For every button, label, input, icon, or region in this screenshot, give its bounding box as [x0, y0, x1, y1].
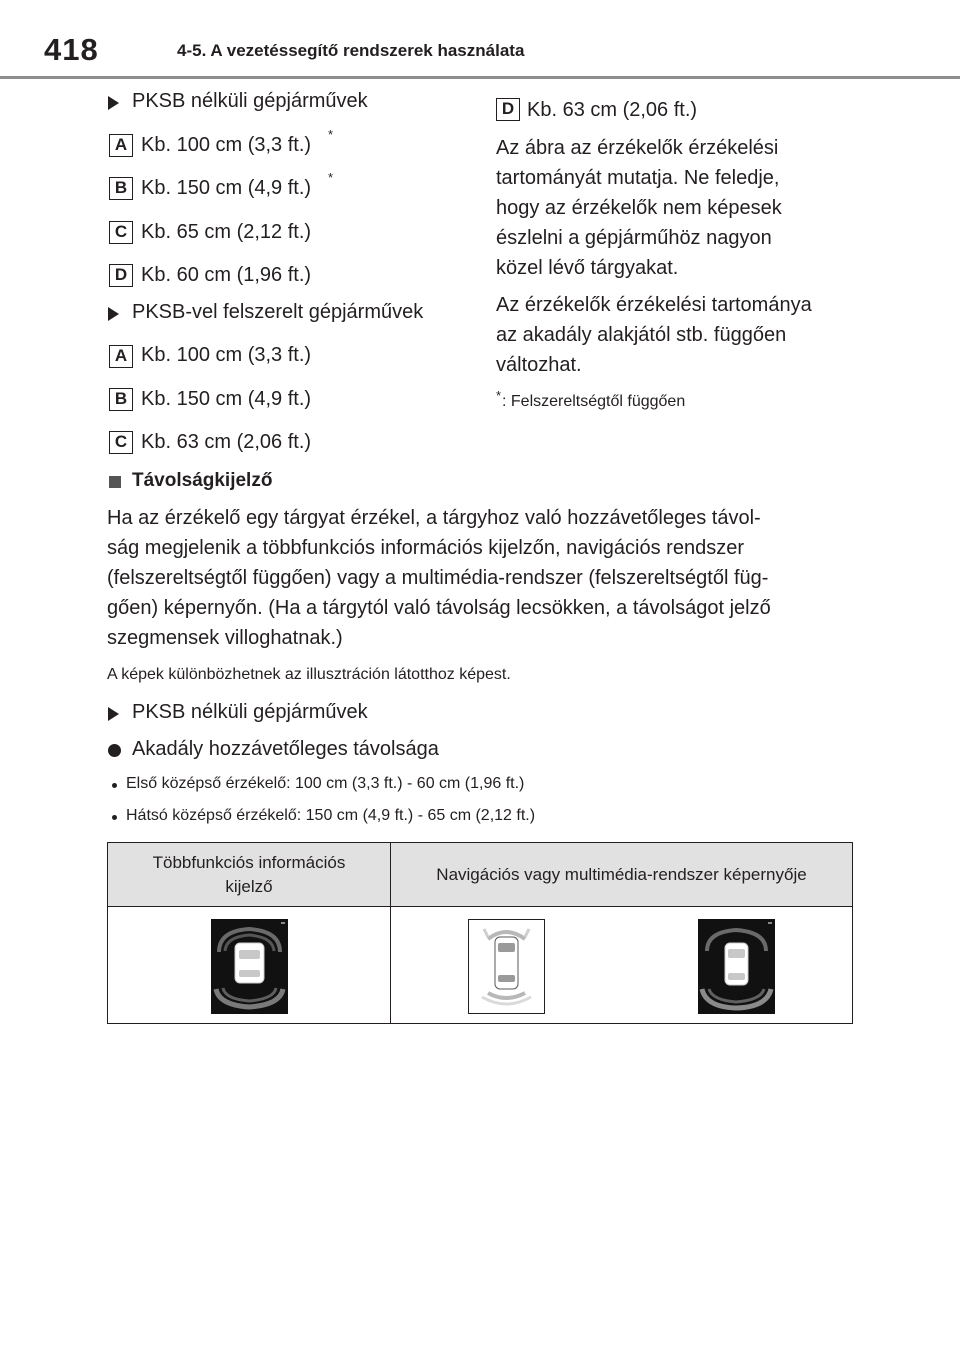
bullet-title: Akadály hozzávetőleges távolsága [132, 738, 439, 760]
distance-a-text: Kb. 100 cm (3,3 ft.) [141, 134, 312, 156]
paragraph-line: hogy az érzékelők nem képesek [496, 197, 782, 219]
distance-c-text: Kb. 65 cm (2,12 ft.) [141, 221, 312, 243]
footnote-text: : Felszereltségtől függően [502, 393, 686, 410]
paragraph-line: változhat. [496, 354, 582, 376]
distance-b-text: Kb. 150 cm (4,9 ft.) [141, 388, 312, 410]
group-title-with-pksb: PKSB-vel felszerelt gépjárművek [132, 301, 424, 323]
distance-c-text: Kb. 63 cm (2,06 ft.) [141, 431, 312, 453]
paragraph-line: Ha az érzékelő egy tárgyat érzékel, a tárgyhoz való hozzávetőleges távol- [107, 507, 761, 529]
table-header-cell-mid [108, 843, 391, 907]
table-row [108, 907, 853, 1024]
label-c-badge: C [109, 431, 133, 454]
label-a-badge: A [109, 345, 133, 368]
triangle-bullet-icon [108, 96, 119, 110]
triangle-bullet-icon [108, 707, 119, 721]
nav-display-images-cell [391, 907, 853, 1024]
multimedia-display-image [698, 919, 775, 1014]
table-header-cell-nav: Navigációs vagy multimédia-rendszer képernyője [391, 843, 853, 907]
paragraph-line: ság megjelenik a többfunkciós információs kijelzőn, navigációs rendszer [107, 537, 744, 559]
mid-display-image-cell [108, 907, 391, 1024]
paragraph-line: (felszereltségtől függően) vagy a multimédia-rendszer (felszereltségtől füg- [107, 567, 769, 589]
label-c-badge: C [109, 221, 133, 244]
small-bullet-icon [112, 815, 117, 820]
label-d-badge: D [496, 98, 520, 121]
label-a-badge: A [109, 134, 133, 157]
paragraph-line: az akadály alakjától stb. függően [496, 324, 787, 346]
triangle-bullet-icon [108, 307, 119, 321]
subgroup-title: PKSB nélküli gépjárművek [132, 701, 368, 723]
paragraph-line: észlelni a gépjárműhöz nagyon [496, 227, 772, 249]
header-line: kijelző [225, 876, 273, 896]
distance-b-text: Kb. 150 cm (4,9 ft.) [141, 177, 312, 199]
label-b-badge: B [109, 388, 133, 411]
label-d-badge: D [109, 264, 133, 287]
section-title: 4-5. A vezetéssegítő rendszerek használata [177, 41, 525, 60]
footnote-asterisk: * [328, 170, 334, 185]
header-divider [0, 76, 960, 79]
bullet-text: Hátsó középső érzékelő: 150 cm (4,9 ft.) - 65 cm (2,12 ft.) [126, 807, 536, 824]
display-table [107, 842, 853, 1024]
page-header [0, 0, 960, 80]
paragraph-line: Az érzékelők érzékelési tartománya [496, 294, 812, 316]
page-number: 418 [44, 32, 99, 67]
paragraph-line: szegmensek villoghatnak.) [107, 627, 343, 649]
note-text: A képek különbözhetnek az illusztráción látotthoz képest. [107, 666, 511, 683]
footnote-asterisk: * [328, 127, 334, 142]
paragraph-line: tartományát mutatja. Ne feledje, [496, 167, 780, 189]
bullet-text: Első középső érzékelő: 100 cm (3,3 ft.) - 60 cm (1,96 ft.) [126, 775, 525, 792]
paragraph-line: gően) képernyőn. (Ha a tárgytól való távolság lecsökken, a távolságot jelző [107, 597, 771, 619]
distance-a-text: Kb. 100 cm (3,3 ft.) [141, 344, 312, 366]
section-heading: Távolságkijelző [132, 470, 273, 491]
table-header-row [108, 843, 853, 907]
navigation-display-image [468, 919, 545, 1014]
paragraph-line: Az ábra az érzékelők érzékelési [496, 137, 779, 159]
distance-d-text: Kb. 63 cm (2,06 ft.) [527, 99, 698, 121]
label-b-badge: B [109, 177, 133, 200]
round-bullet-icon [108, 744, 121, 757]
distance-d-text: Kb. 60 cm (1,96 ft.) [141, 264, 312, 286]
multi-info-display-image [211, 919, 288, 1014]
footnote-asterisk: * [496, 388, 502, 403]
small-bullet-icon [112, 783, 117, 788]
paragraph-line: közel lévő tárgyakat. [496, 257, 679, 279]
section-square-icon [109, 476, 121, 488]
header-line: Többfunkciós információs [152, 852, 346, 872]
group-title-no-pksb: PKSB nélküli gépjárművek [132, 90, 368, 112]
